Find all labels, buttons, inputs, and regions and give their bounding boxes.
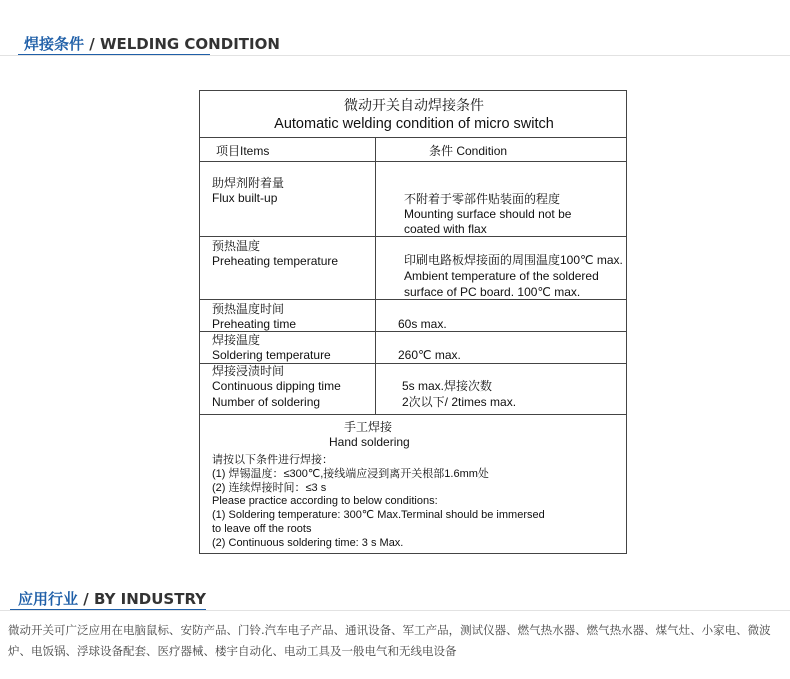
row-divider xyxy=(200,331,626,332)
row-preheat-time-item-en: Preheating time xyxy=(212,317,297,331)
row-divider xyxy=(200,236,626,237)
welding-title-en: WELDING CONDITION xyxy=(99,35,280,53)
welding-section-divider xyxy=(0,55,790,56)
hand-line-1: 请按以下条件进行焊接： xyxy=(212,454,333,466)
row-dipping-cond-2: 2次以下/ 2times max. xyxy=(402,395,517,409)
header-condition: 条件 Condition xyxy=(429,144,508,158)
row-dipping-item-cn: 焊接浸渍时间 xyxy=(212,364,285,378)
row-preheat-time-cond: 60s max. xyxy=(398,317,447,331)
table-title-en: Automatic welding condition of micro switch xyxy=(274,116,554,132)
row-divider xyxy=(200,137,626,138)
table-title-cn: 微动开关自动焊接条件 xyxy=(344,97,484,113)
row-preheat-cond-3: surface of PC board. 100℃ max. xyxy=(404,285,581,299)
hand-title-en: Hand soldering xyxy=(329,435,410,449)
column-divider xyxy=(375,137,376,414)
hand-line-3: (2) 连续焊接时间：≤3 s xyxy=(212,482,327,494)
row-flux-item-cn: 助焊剂附着量 xyxy=(212,176,285,190)
title-separator: / xyxy=(78,590,94,608)
row-preheat-cond-1: 印刷电路板焊接面的周围温度100℃ max. xyxy=(404,253,623,267)
row-solder-temp-cond: 260℃ max. xyxy=(398,348,461,362)
header-items: 项目Items xyxy=(216,144,270,158)
hand-line-6: to leave off the roots xyxy=(212,523,312,535)
title-separator: / xyxy=(84,35,100,53)
welding-condition-table xyxy=(199,90,627,554)
row-preheat-item-en: Preheating temperature xyxy=(212,254,339,268)
industry-title-cn: 应用行业 xyxy=(18,590,79,608)
industry-title-en: BY INDUSTRY xyxy=(93,590,207,608)
row-divider xyxy=(200,299,626,300)
row-divider xyxy=(200,161,626,162)
row-flux-cond-1: 不附着于零部件贴装面的程度 xyxy=(404,192,561,206)
row-flux-cond-2: Mounting surface should not be xyxy=(404,207,572,221)
industry-section-divider xyxy=(0,610,790,611)
row-solder-temp-item-cn: 焊接温度 xyxy=(212,333,261,347)
welding-section-title xyxy=(24,33,280,54)
row-dipping-cond-1: 5s max.焊接次数 xyxy=(402,379,493,393)
row-dipping-item-en2: Number of soldering xyxy=(212,395,321,409)
row-preheat-time-item-cn: 预热温度时间 xyxy=(212,302,285,316)
row-divider xyxy=(200,414,626,415)
hand-line-7: (2) Continuous soldering time: 3 s Max. xyxy=(212,537,404,549)
row-dipping-item-en: Continuous dipping time xyxy=(212,379,341,393)
hand-line-4: Please practice according to below conditions: xyxy=(212,495,438,507)
row-solder-temp-item-en: Soldering temperature xyxy=(212,348,331,362)
row-preheat-item-cn: 预热温度 xyxy=(212,239,261,253)
row-flux-cond-3: coated with flax xyxy=(404,222,487,236)
row-preheat-cond-2: Ambient temperature of the soldered xyxy=(404,269,599,283)
row-flux-item-en: Flux built-up xyxy=(212,191,278,205)
welding-title-cn: 焊接条件 xyxy=(24,35,85,53)
hand-line-5: (1) Soldering temperature: 300℃ Max.Terminal should be immersed xyxy=(212,509,545,521)
industry-description: 微动开关可广泛应用在电脑鼠标、安防产品、门铃.汽车电子产品、通讯设备、军工产品，测试仪器、燃气热水器、燃气热水器、煤气灶、小家电、微波炉、电饭锅、浮球设备配套、医疗器械、楼宇自动化、电动工具及一般电气和无线电设备 xyxy=(8,623,771,658)
industry-section-title xyxy=(18,588,206,609)
hand-line-2: (1) 焊锡温度：≤300℃,接线端应浸到离开关根部1.6mm处 xyxy=(212,468,489,480)
hand-title-cn: 手工焊接 xyxy=(344,420,393,434)
